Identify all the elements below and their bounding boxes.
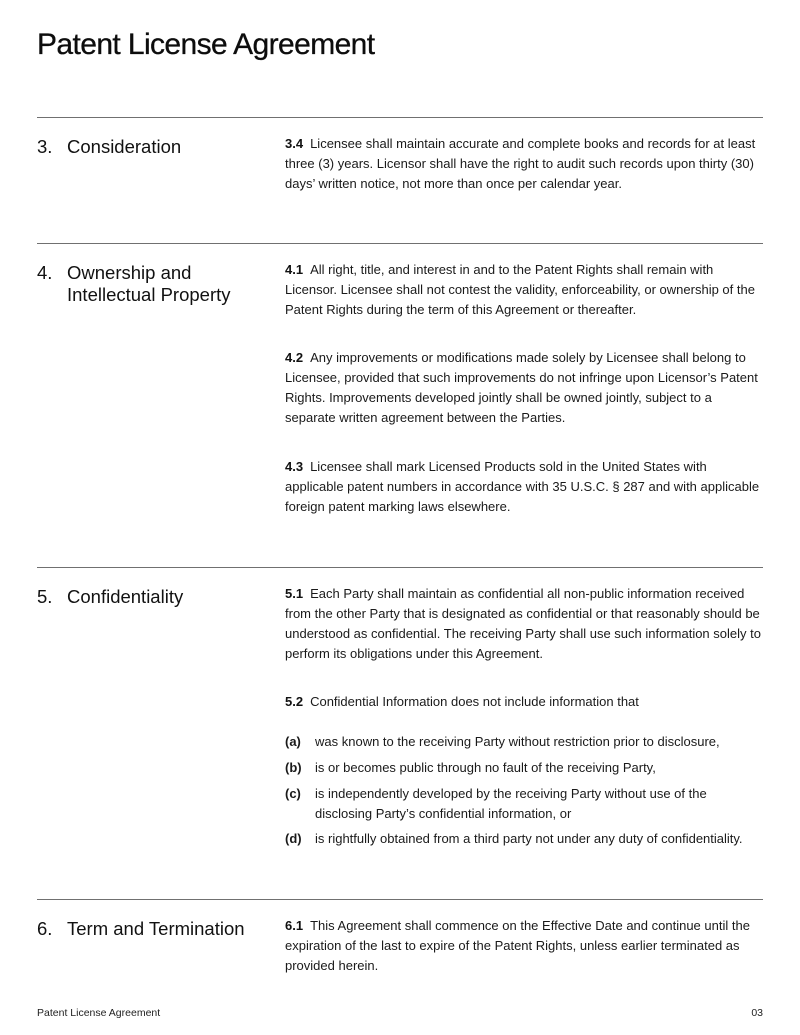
clause-text: Licensee shall mark Licensed Products sold in the United States with applicable patent numbers in accordance with 35 U.S.C. § 287 and with applicable foreign patent marking laws elsewhere. (285, 459, 760, 514)
clause-text: Each Party shall maintain as confidential all non-public information received from the other Party that is designated as confidential or that reasonably should be understood as confidential. The receiving Party shall use such information solely to perform its obligations under this Agreement. (285, 586, 761, 661)
clause-4-3 (285, 457, 765, 517)
section-number: 3. (37, 136, 53, 157)
clause-number: 4.3 (285, 459, 304, 474)
clause-5-1 (285, 584, 765, 664)
list-label: (c) (285, 786, 301, 801)
clause-4-2 (285, 348, 765, 428)
clause-text: Confidential Information does not include information that (310, 694, 639, 709)
clause-5-2 (285, 692, 765, 712)
section-heading-consideration (37, 136, 272, 158)
list-text: is independently developed by the receiving Party without use of the disclosing Party’s confidential information, or (315, 786, 707, 821)
list-label: (d) (285, 831, 302, 846)
list-item-c (285, 784, 765, 824)
section-number: 6. (37, 918, 53, 939)
clause-6-1 (285, 916, 765, 976)
list-label: (b) (285, 760, 302, 775)
list-item-d (285, 829, 765, 849)
footer-page-number: 03 (751, 1007, 763, 1019)
section-name: Confidentiality (67, 586, 184, 607)
clause-number: 4.1 (285, 262, 304, 277)
section-divider (37, 243, 763, 244)
clause-text: All right, title, and interest in and to the Patent Rights shall remain with Licensor. Licensee shall not contest the validity, enforceability, or ownership of the Patent Rights during the term of this Agreement or thereafter. (285, 262, 755, 317)
clause-number: 5.1 (285, 586, 304, 601)
section-divider (37, 899, 763, 900)
section-number: 4. (37, 262, 53, 283)
list-text: was known to the receiving Party without restriction prior to disclosure, (315, 734, 720, 749)
clause-number: 6.1 (285, 918, 304, 933)
section-name: Ownership and Intellectual Property (67, 262, 231, 305)
footer-document-title: Patent License Agreement (37, 1007, 161, 1019)
document-title: Patent License Agreement (37, 28, 375, 61)
clause-text: This Agreement shall commence on the Effective Date and continue until the expiration of the last to expire of the Patent Rights, unless earlier terminated as provided herein. (285, 918, 750, 973)
section-divider (37, 567, 763, 568)
clause-number: 3.4 (285, 136, 304, 151)
section-name: Consideration (67, 136, 182, 157)
section-heading-ownership (37, 262, 272, 306)
list-label: (a) (285, 734, 301, 749)
clause-4-1 (285, 260, 765, 320)
section-number: 5. (37, 586, 53, 607)
section-divider (37, 117, 763, 118)
section-heading-confidentiality (37, 586, 272, 608)
clause-number: 4.2 (285, 350, 304, 365)
list-text: is or becomes public through no fault of the receiving Party, (315, 760, 656, 775)
list-item-a (285, 732, 765, 752)
list-text: is rightfully obtained from a third party not under any duty of confidentiality. (315, 831, 743, 846)
section-name: Term and Termination (67, 918, 245, 939)
clause-number: 5.2 (285, 694, 304, 709)
clause-text: Any improvements or modifications made solely by Licensee shall belong to Licensee, provided that such improvements do not infringe upon Licensor’s Patent Rights. Improvements developed jointly shall be owned jointly, subject to a separate written agreement between the Parties. (285, 350, 758, 425)
section-heading-term (37, 918, 272, 940)
clause-text: Licensee shall maintain accurate and complete books and records for at least three (3) years. Licensor shall have the right to audit such records upon thirty (30) days’ written notice, not more than once per calendar year. (285, 136, 756, 191)
list-item-b (285, 758, 765, 778)
clause-3-4 (285, 134, 765, 194)
